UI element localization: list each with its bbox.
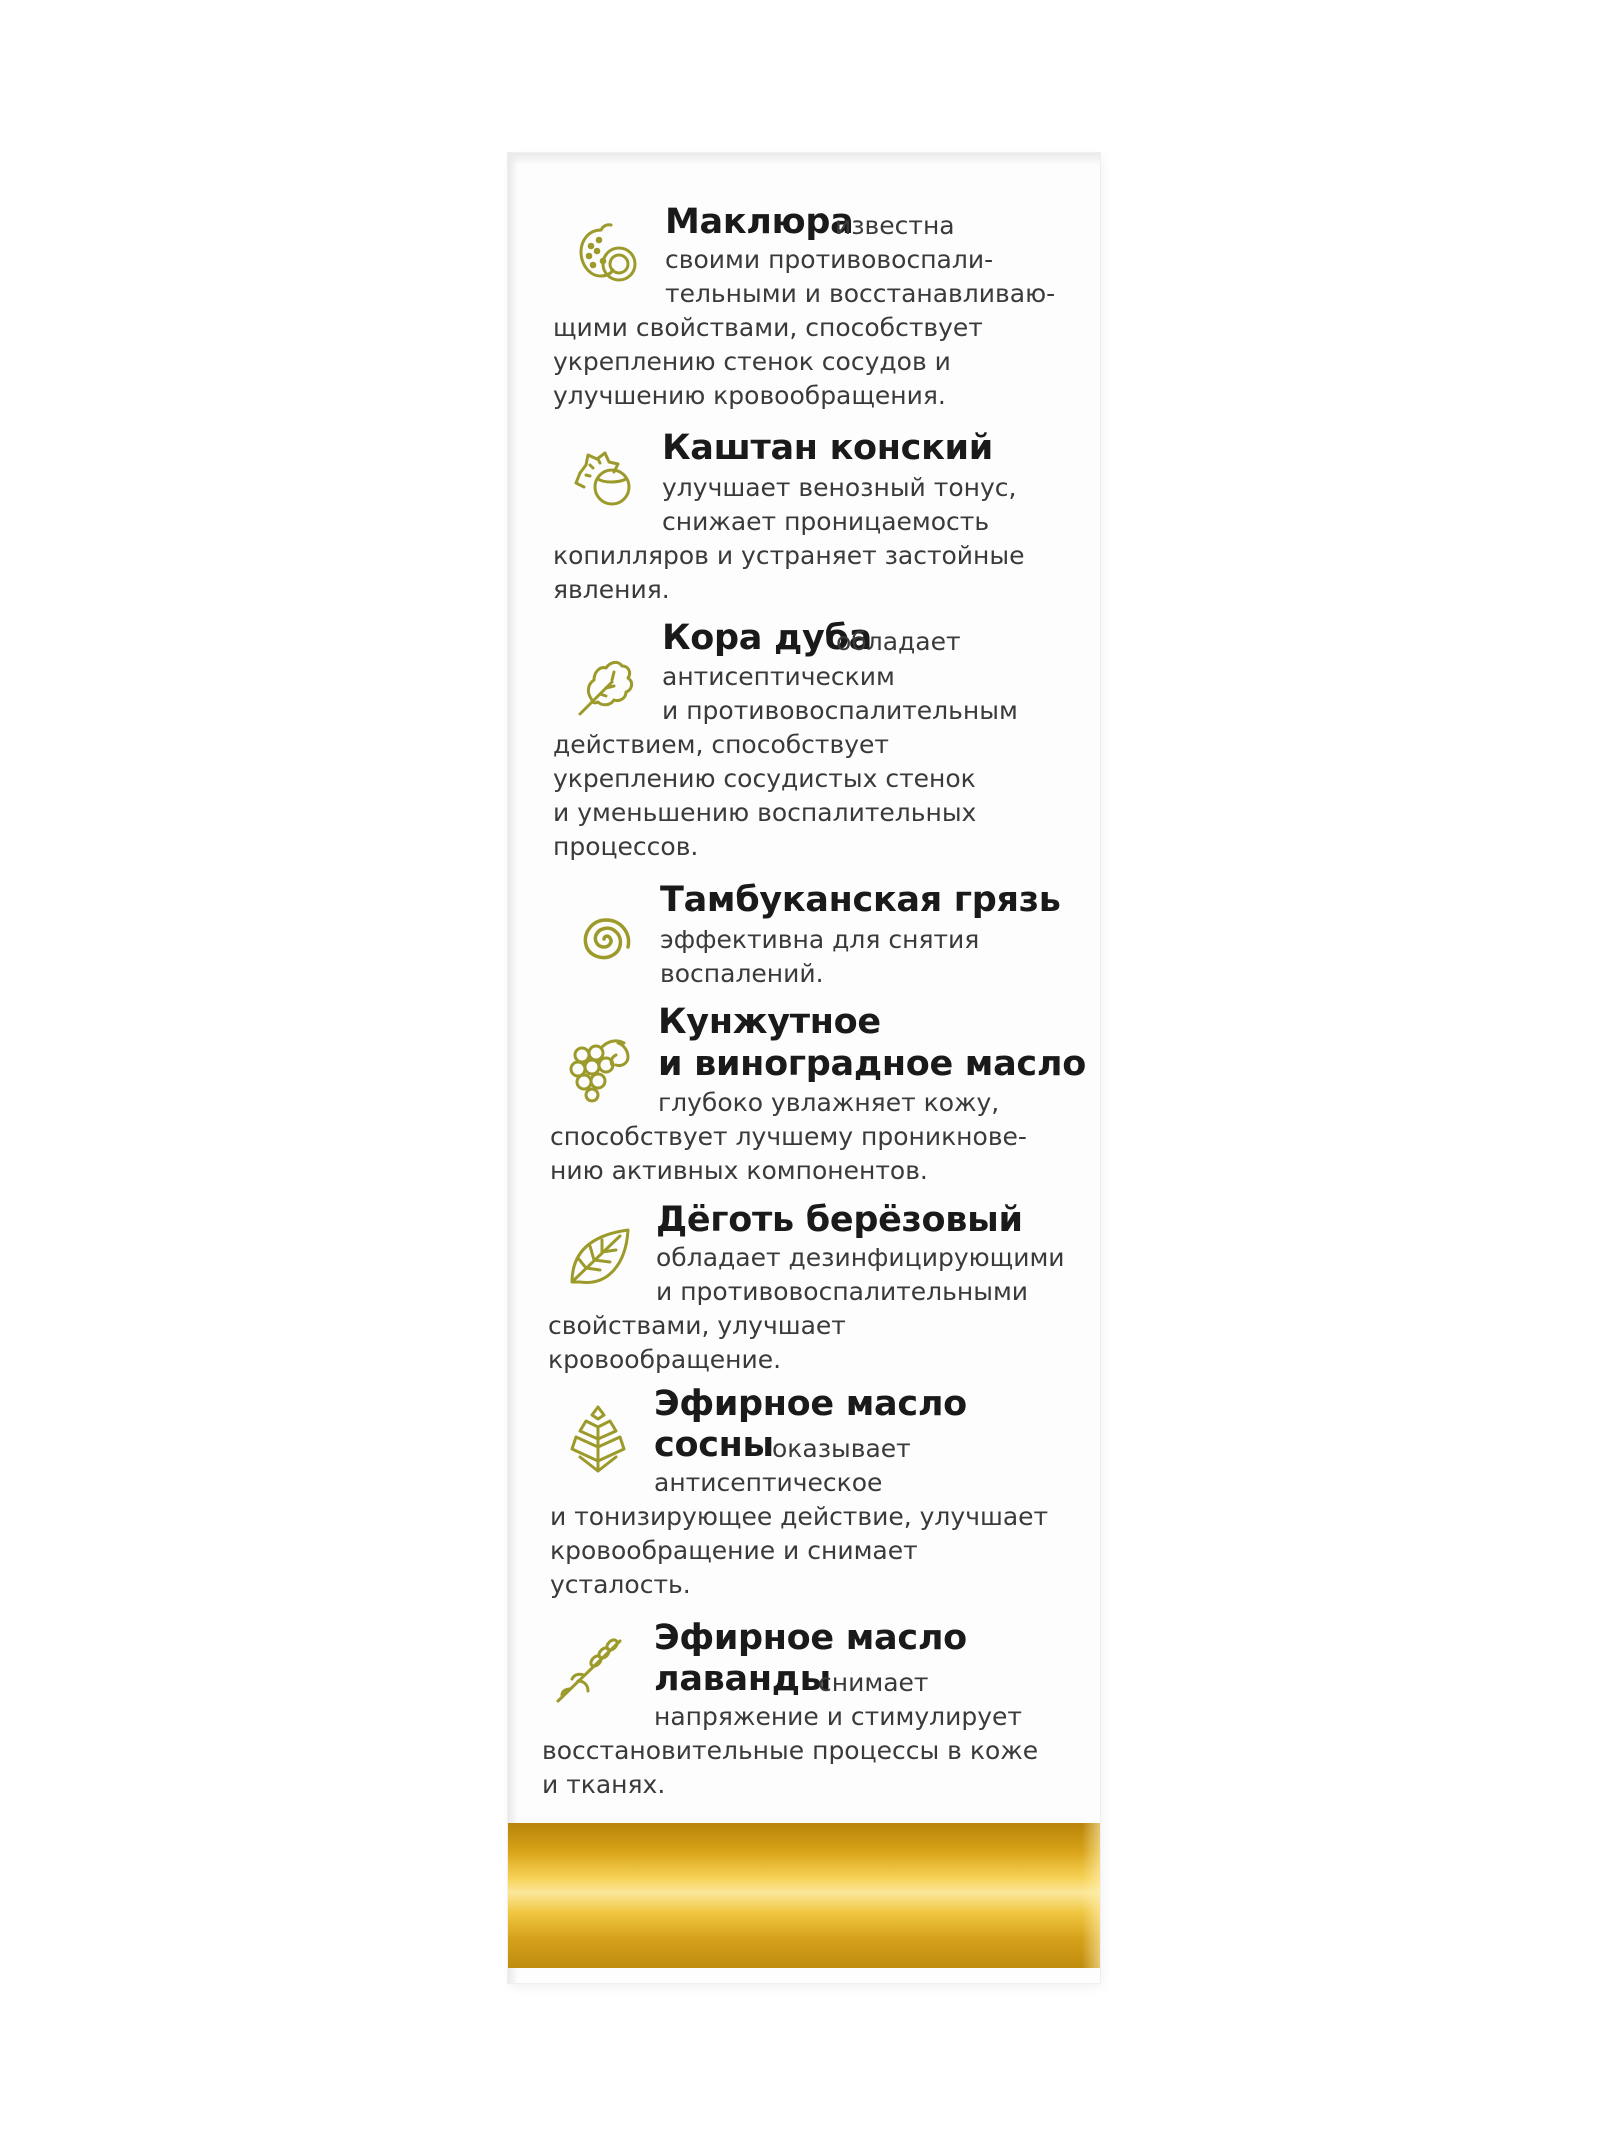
description-line: и противовоспалительными [656, 1277, 1029, 1306]
description-line: улучшает венозный тонус, [662, 473, 1017, 502]
lavender-sprig-icon [554, 1633, 626, 1705]
description-line: и тканях. [542, 1770, 666, 1799]
description-line: снижает проницаемость [662, 507, 990, 536]
description-line: воспалений. [660, 959, 824, 988]
ingredient-title-line1: Эфирное масло [654, 1384, 967, 1424]
ingredient-description [660, 923, 979, 991]
ingredient-description-cont [553, 728, 976, 864]
product-box-side-panel [508, 153, 1100, 1983]
ingredient-title-line2: и виноградное масло [658, 1044, 1086, 1084]
oak-leaf-icon [570, 650, 642, 722]
birch-leaf-icon [564, 1218, 636, 1290]
ingredient-title: Маклюра [665, 202, 854, 242]
ingredient-description-cont [542, 1734, 1038, 1802]
ingredient-title: Кора дуба [662, 618, 872, 658]
description-line: напряжение и стимулирует [654, 1702, 1022, 1731]
ingredient-title-line1: Эфирное масло [654, 1618, 967, 1658]
ingredient-description [665, 243, 1055, 311]
description-line: кровообращение. [548, 1345, 782, 1374]
ingredient-description [662, 471, 1016, 539]
ingredient-description [658, 1086, 999, 1120]
ingredient-title: Каштан конский [662, 428, 994, 468]
description-line: обладает дезинфицирующими [656, 1243, 1065, 1272]
description-line: и противовоспалительным [662, 696, 1018, 725]
description-line: копилляров и устраняет застойные [553, 541, 1025, 570]
maclura-fruit-icon [573, 220, 645, 292]
description-line: и уменьшению воспалительных [553, 798, 977, 827]
description-line: восстановительные процессы в коже [542, 1736, 1039, 1765]
ingredient-description-cont [553, 311, 983, 413]
description-line: укреплению стенок сосудов и [553, 347, 951, 376]
ingredient-description [654, 1700, 1022, 1734]
description-line: антисептическое [654, 1468, 883, 1497]
description-line: эффективна для снятия [660, 925, 980, 954]
ingredient-inline-text: оказывает [772, 1434, 911, 1463]
ingredient-title: Дёготь берёзовый [656, 1200, 1023, 1240]
description-line: и тонизирующее действие, улучшает [550, 1502, 1049, 1531]
ingredient-title-line1: Кунжутное [658, 1002, 881, 1042]
description-line: усталость. [550, 1570, 691, 1599]
description-line: улучшению кровообращения. [553, 381, 946, 410]
box-edge-shadow [508, 153, 518, 1983]
box-top-shadow [508, 153, 1100, 165]
description-line: кровообращение и снимает [550, 1536, 918, 1565]
ingredient-description-cont [548, 1309, 846, 1377]
description-line: своими противовоспали- [665, 245, 994, 274]
pine-cone-icon [562, 1403, 634, 1475]
description-line: действием, способствует [553, 730, 889, 759]
ingredient-title-line2: сосны [654, 1425, 774, 1465]
ingredient-inline-text: известна [835, 211, 955, 240]
description-line: свойствами, улучшает [548, 1311, 846, 1340]
ingredient-description [662, 660, 1018, 728]
description-line: нию активных компонентов. [550, 1156, 928, 1185]
ingredient-description [656, 1241, 1065, 1309]
ingredient-description-cont [553, 539, 1025, 607]
mud-spiral-icon [568, 903, 640, 975]
ingredient-inline-text: обладает [836, 627, 961, 656]
grapes-icon [566, 1033, 638, 1105]
description-line: способствует лучшему проникнове- [550, 1122, 1027, 1151]
horse-chestnut-icon [570, 443, 642, 515]
description-line: антисептическим [662, 662, 895, 691]
description-line: глубоко увлажняет кожу, [658, 1088, 1000, 1117]
ingredient-description-cont [550, 1500, 1048, 1602]
ingredient-title-line2: лаванды [654, 1659, 832, 1699]
ingredient-description [654, 1466, 882, 1500]
description-line: процессов. [553, 832, 699, 861]
ingredient-inline-text: снимает [818, 1668, 929, 1697]
description-line: явления. [553, 575, 670, 604]
ingredient-description-cont [550, 1120, 1027, 1188]
description-line: тельными и восстанавливаю- [665, 279, 1056, 308]
description-line: укреплению сосудистых стенок [553, 764, 976, 793]
ingredient-title: Тамбуканская грязь [660, 880, 1061, 920]
gold-foil-band [508, 1823, 1100, 1968]
description-line: щими свойствами, способствует [553, 313, 983, 342]
